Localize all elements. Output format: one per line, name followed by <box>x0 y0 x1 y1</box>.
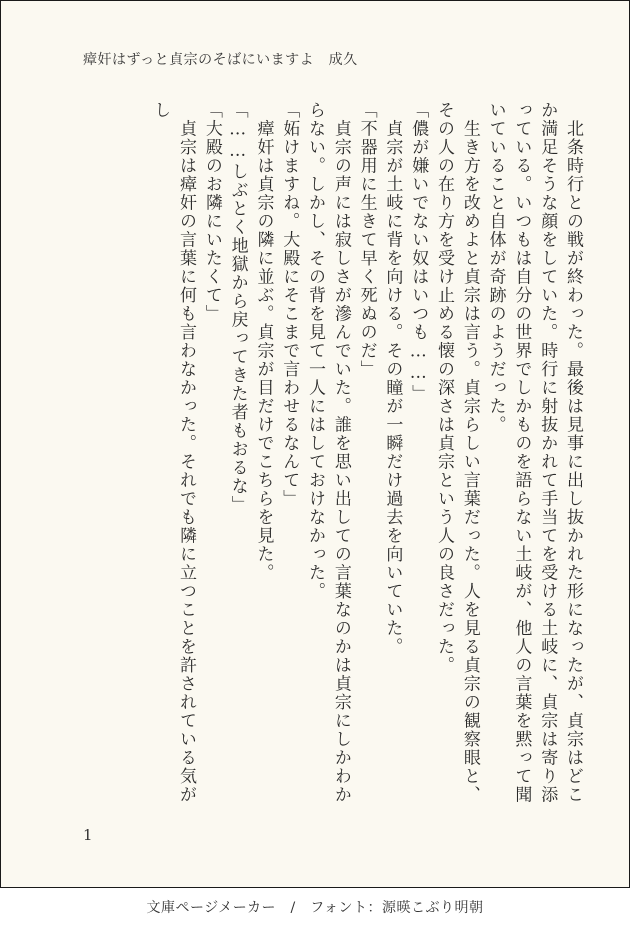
dialogue-line: 「妬けますね。大殿にそこまで言わせるなんて」 <box>279 101 300 508</box>
paragraph: 貞宗は瘴奸の言葉に何も言わなかった。それでも隣に立つことを許されている気がし <box>150 101 197 804</box>
paragraph: 貞宗が土岐に背を向ける。その瞳が一瞬だけ過去を向いていた。 <box>382 101 403 656</box>
dialogue-line: 「……しぶとく地獄から戻ってきた者もおるな」 <box>227 101 248 514</box>
paragraph: 貞宗の声には寂しさが滲んでいた。誰を思い出しての言葉なのかは貞宗にしかわからない。しかし、その背を見て一人にはしておけなかった。 <box>305 101 351 804</box>
footer-credit: 文庫ページメーカー / フォント：源暎こぶり明朝 <box>146 900 484 916</box>
paragraph: 瘴奸は貞宗の隣に並ぶ。貞宗が目だけでこちらを見た。 <box>253 101 274 582</box>
page-number: 1 <box>83 826 93 844</box>
paragraph: 北条時行との戦が終わった。最後は見事に出し抜かれた形になったが、貞宗はどこか満足そうな顔をしていた。時行に射抜かれて手当てを受ける土岐に、貞宗は寄り添っている。いつもは自分の世界でしかものを語らない土岐が、他人の言葉を黙って聞いていること自体が奇跡のようだった。 <box>485 101 583 804</box>
vertical-body-text <box>81 101 629 821</box>
paragraph: 生き方を改めよと貞宗は言う。貞宗らしい言葉だった。人を見る貞宗の観察眼と、その人の在り方を受け止める懐の深さは貞宗という人の良さだった。 <box>434 101 480 804</box>
dialogue-line: 「不器用に生きて早く死ぬのだ」 <box>356 101 377 379</box>
page-title: 瘴奸はずっと貞宗のそばにいますよ 成久 <box>83 52 358 68</box>
dialogue-line: 「儂が嫌いでない奴はいつも……」 <box>408 101 429 403</box>
dialogue-line: 「大殿のお隣にいたくて」 <box>201 101 222 323</box>
